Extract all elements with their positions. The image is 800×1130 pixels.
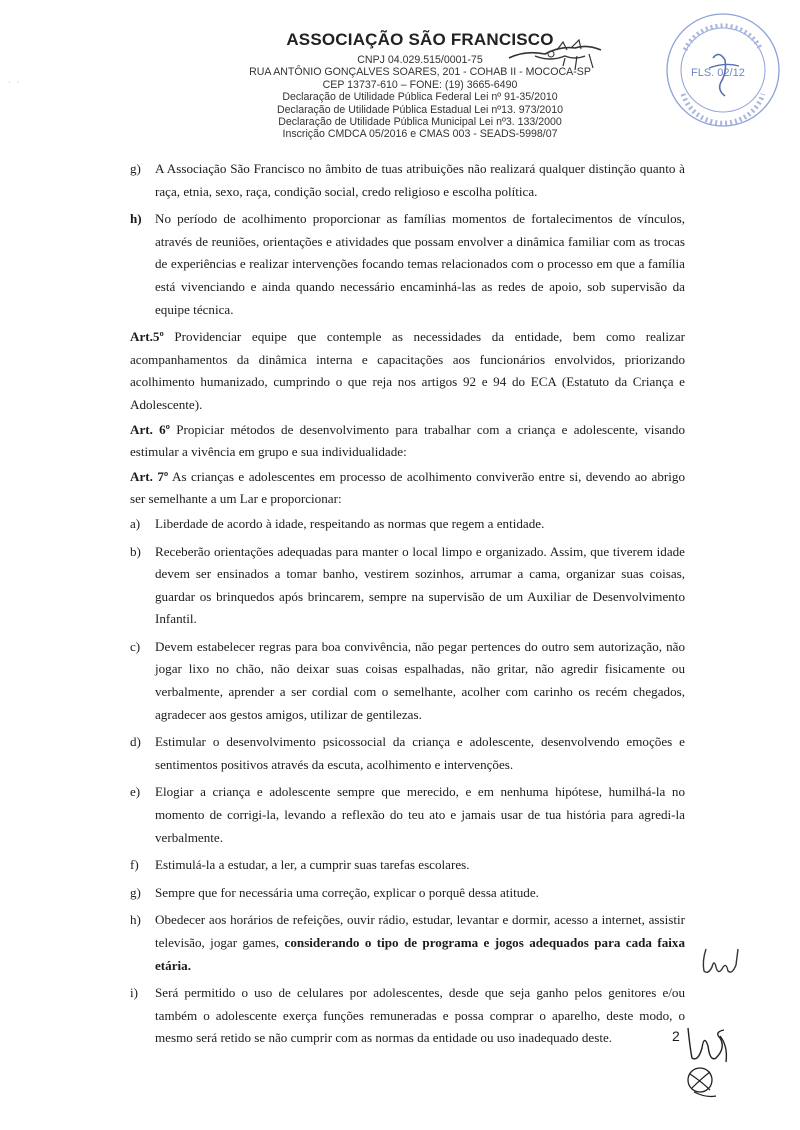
article-label: Art.5º — [130, 329, 164, 345]
item-marker: g) — [130, 884, 141, 900]
article-5 — [130, 326, 685, 416]
item-marker: a) — [130, 515, 141, 531]
page-number: 2 — [672, 1028, 680, 1044]
item-marker: h) — [130, 912, 141, 928]
organization-name: ASSOCIAÇÃO SÃO FRANCISCO — [286, 30, 554, 49]
clause-text: Elogiar a criança e adolescente sempre que merecido, e em nenhuma hipótese, humilhá-la no momento de corrigi-la, levando a reflexão do teu ato e jamais usar de tua história para agredi-la verbalmente. — [155, 784, 685, 845]
letterhead-state-declaration: Declaração de Utilidade Pública Estadual Lei nº13. 973/2010 — [277, 103, 563, 116]
clause-h-family-bonds — [130, 208, 685, 321]
item-marker: h) — [130, 211, 142, 227]
clause-text: Estimulá-la a estudar, a ler, a cumprir suas tarefas escolares. — [155, 857, 470, 873]
clause-d — [130, 731, 685, 776]
clause-text: A Associação São Francisco no âmbito de tuas atribuições não realizará qualquer distinção quanto à raça, etnia, sexo, raça, condição social, credo religioso e escolha política. — [155, 161, 685, 199]
clause-text: Liberdade de acordo à idade, respeitando as normas que regem a entidade. — [155, 515, 545, 531]
item-marker: i) — [130, 985, 138, 1001]
item-marker: c) — [130, 638, 141, 654]
clause-text: Devem estabelecer regras para boa convivência, não pegar pertences do outro sem autorização, não jogar lixo no chão, não deixar suas coisas espalhadas, não gritar, não agredir fisicamente ou verbalmente, aprender a ser cordial com o semelhante, acolher com carinho os recém chegados, agradecer aos gestos amigos, utilizar de gentilezas. — [155, 638, 685, 722]
item-marker: g) — [130, 161, 141, 176]
letterhead-federal-declaration: Declaração de Utilidade Pública Federal Lei nº 91-35/2010 — [282, 91, 558, 104]
letterhead-address: RUA ANTÔNIO GONÇALVES SOARES, 201 - COHAB II - MOCOCA-SP — [249, 66, 591, 79]
clause-c — [130, 636, 685, 726]
item-marker: f) — [130, 857, 139, 873]
logo-icon — [505, 36, 605, 76]
clause-text: Receberão orientações adequadas para manter o local limpo e organizado. Assim, que tiverem idade devem ser ensinados a tomar banho, vestirem sozinhos, arrumar a cama, organizar suas coisas, guardar os brinquedos após brincarem, sempre na supervisão de um Auxiliar de Desenvolvimento Infantil. — [155, 543, 685, 627]
stamp-text: FLS. 02/12 — [691, 67, 745, 79]
clause-e — [130, 781, 685, 849]
clause-g-correction — [130, 882, 685, 905]
article-text: Providenciar equipe que contemple as necessidades da entidade, bem como realizar acompanhamentos da dinâmica interna e capacitações aos funcionários envolvidos, priorizando acolhimento humanizado, cumprindo o que reja nos artigos 92 e 94 do ECA (Estatuto da Criança e Adolescente). — [130, 329, 685, 412]
article-text: As crianças e adolescentes em processo de acolhimento conviverão entre si, devendo ao abrigo ser semelhante a um Lar e proporcionar: — [130, 468, 685, 507]
handwritten-rubric — [680, 1018, 750, 1118]
letterhead-cnpj: CNPJ 04.029.515/0001-75 — [357, 54, 483, 66]
clause-text: Sempre que for necessária uma correção, explicar o porquê dessa atitude. — [155, 884, 539, 900]
item-marker: e) — [130, 784, 141, 800]
clause-text: Obedecer aos horários de refeições, ouvir rádio, estudar, levantar e dormir, acesso a internet, assistir televisão, jogar games, — [155, 912, 685, 950]
clause-f — [130, 854, 685, 877]
clause-i — [130, 982, 685, 1050]
clause-text: Será permitido o uso de celulares por adolescentes, desde que seja ganho pelos genitores e/ou também o adolescente exerça funções remuneradas e possa comprar o aparelho, deste modo, o mesmo será retido se não cumprir com as normas da entidade ou uso inadequado deste. — [155, 985, 685, 1046]
registry-stamp — [655, 10, 785, 130]
article-text: Propiciar métodos de desenvolvimento para trabalhar com a criança e adolescente, visando estimular a vivência em grupo e sua individualidade: — [130, 421, 685, 460]
scan-mark: · · — [8, 78, 22, 87]
article-7 — [130, 466, 685, 511]
clause-b — [130, 541, 685, 631]
clause-text: No período de acolhimento proporcionar as famílias momentos de fortalecimentos de vínculos, através de reuniões, orientações e atividades que possam envolver a dinâmica familiar com as trocas de experiências e realizar intervenções focando temas relacionados com o processo em que a família está vivenciando e ainda quando necessário encaminhá-las as redes de apoio, sob supervisão da equipe técnica. — [155, 211, 685, 317]
clause-text: Estimular o desenvolvimento psicossocial da criança e adolescente, desenvolvendo emoções e sentimentos positivos através da escuta, acolhimento e intervenções. — [155, 734, 685, 772]
handwritten-initial — [700, 945, 744, 979]
document-body — [130, 158, 685, 1050]
letterhead-registration: Inscrição CMDCA 05/2016 e CMAS 003 - SEADS-5998/07 — [282, 128, 558, 141]
clause-g-non-discrimination — [130, 158, 685, 203]
letterhead-municipal-declaration: Declaração de Utilidade Pública Municipal Lei nº3. 133/2000 — [278, 116, 562, 129]
item-marker: b) — [130, 543, 141, 559]
article-label: Art. 7º — [130, 468, 169, 484]
clause-a — [130, 513, 685, 536]
article-6 — [130, 419, 685, 464]
clause-h-schedules — [130, 909, 685, 977]
article-label: Art. 6º — [130, 421, 170, 437]
item-marker: d) — [130, 734, 141, 750]
letterhead-cep-phone: CEP 13737-610 – FONE: (19) 3665-6490 — [322, 78, 518, 91]
clause-bold-text: considerando o tipo de programa e jogos adequados para cada faixa etária. — [155, 935, 685, 973]
